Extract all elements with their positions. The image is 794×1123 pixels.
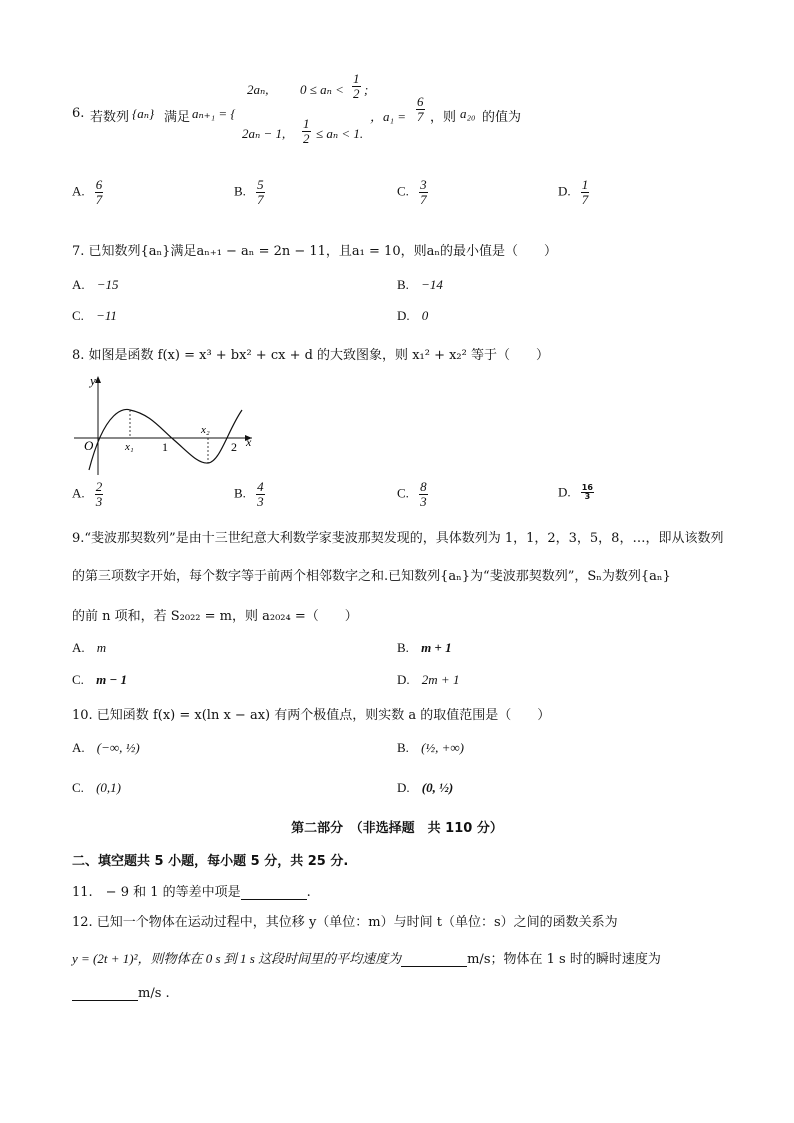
option-label: A. xyxy=(72,183,85,199)
q8-stem: 8. 如图是函数 f(x) = x³ + bx² + cx + d 的大致图象，则 x₁² + x₂² 等于（ ） xyxy=(72,348,549,363)
q11-answer-blank[interactable] xyxy=(241,885,307,900)
option-text: (0, ½) xyxy=(421,780,454,795)
fill-in-section-heading: 二、填空题共 5 小题，每小题 5 分，共 25 分. xyxy=(72,854,349,869)
q6-lhs: aₙ₊₁ = { xyxy=(192,106,236,121)
frac-den: 7 xyxy=(581,191,589,207)
q6-option-b[interactable] xyxy=(234,178,265,206)
q9-option-b[interactable] xyxy=(397,640,452,656)
q8-option-b[interactable] xyxy=(234,480,265,508)
option-label: C. xyxy=(397,183,409,199)
option-label: A. xyxy=(72,740,85,755)
option-label: D. xyxy=(397,672,410,687)
q6-init-prefix: ，a₁ = xyxy=(370,109,407,124)
q10-option-c[interactable] xyxy=(72,780,121,796)
y-axis-arrow xyxy=(95,376,101,383)
q6-option-c[interactable] xyxy=(397,178,428,206)
option-label: D. xyxy=(397,308,410,323)
option-text: (−∞, ½) xyxy=(96,740,140,755)
q9-option-a[interactable] xyxy=(72,640,106,656)
q9-option-c[interactable] xyxy=(72,672,127,688)
frac-num: 5 xyxy=(257,177,264,192)
q6-intro: 若数列 xyxy=(90,110,130,125)
option-frac xyxy=(581,484,594,502)
option-frac xyxy=(419,178,428,206)
q10-stem: 10. 已知函数 f(x) = x(ln x − ax) 有两个极值点，则实数 a 的取值范围是（ ） xyxy=(72,708,551,723)
q7-option-d[interactable] xyxy=(397,308,428,324)
q7-stem: 7. 已知数列{aₙ}满足aₙ₊₁ − aₙ = 2n − 11，且a₁ = 10，则aₙ的最小值是（ ） xyxy=(72,244,557,259)
x2-label: x₂ xyxy=(201,424,210,436)
option-text: m − 1 xyxy=(96,672,128,687)
option-text: −11 xyxy=(96,308,117,323)
q6-target: a₂₀ xyxy=(460,106,476,121)
frac-num: 2 xyxy=(95,479,103,494)
q6-case1-tail: ; xyxy=(364,82,369,97)
q6-tail2: 的值为 xyxy=(482,110,522,125)
q6-init-num: 6 xyxy=(417,94,424,109)
option-label: A. xyxy=(72,485,85,501)
q10-option-d[interactable] xyxy=(397,780,453,796)
q6-option-a[interactable] xyxy=(72,178,103,206)
frac-num: 1 xyxy=(581,177,589,192)
option-label: A. xyxy=(72,640,85,655)
option-label: B. xyxy=(234,183,246,199)
option-label: A. xyxy=(72,277,85,292)
q9-option-d[interactable] xyxy=(397,672,459,688)
q8-option-a[interactable] xyxy=(72,480,103,508)
q6-number: 6. xyxy=(72,106,85,121)
option-frac xyxy=(256,480,265,508)
q12-line3-post: m/s . xyxy=(138,986,170,1001)
q6-case1-frac-den: 2 xyxy=(353,85,360,101)
q7-option-b[interactable] xyxy=(397,277,443,293)
frac-den: 7 xyxy=(95,191,103,207)
q10-option-b[interactable] xyxy=(397,740,464,756)
option-label: D. xyxy=(397,780,410,795)
option-text: −14 xyxy=(421,277,443,292)
option-text: m + 1 xyxy=(421,640,452,655)
q6-case2-frac xyxy=(302,117,311,145)
frac-den: 7 xyxy=(420,191,427,207)
x-axis-label: x xyxy=(246,435,252,449)
q6-option-d[interactable] xyxy=(558,178,589,206)
q7-option-c[interactable] xyxy=(72,308,117,324)
y-axis-label: y xyxy=(90,373,96,388)
option-label: D. xyxy=(558,484,571,500)
frac-num: 6 xyxy=(95,177,103,192)
q6-case2-frac-den: 2 xyxy=(303,130,310,146)
q7-option-a[interactable] xyxy=(72,277,119,293)
frac-num: 8 xyxy=(420,479,427,494)
tick-2-label: 2 xyxy=(231,440,237,454)
option-label: C. xyxy=(397,485,409,501)
part2-title: 第二部分 （非选择题 共 110 分） xyxy=(291,821,503,836)
q9-line2: 的第三项数字开始，每个数字等于前两个相邻数字之和.已知数列{aₙ}为“斐波那契数列”，Sₙ为数列{aₙ} xyxy=(72,569,671,584)
q6-case1-frac-num: 1 xyxy=(353,71,360,86)
frac-num: 4 xyxy=(257,479,264,494)
frac-den: 3 xyxy=(95,493,103,509)
q12-line2 xyxy=(72,948,661,967)
option-text: (0,1) xyxy=(96,780,121,795)
option-label: C. xyxy=(72,780,84,795)
option-frac xyxy=(256,178,265,206)
q6-case1-cond: 0 ≤ aₙ < xyxy=(300,82,344,97)
option-text: m xyxy=(96,640,107,655)
q12-line3 xyxy=(72,986,170,1001)
q12-line2-mid: m/s；物体在 1 s 时的瞬时速度为 xyxy=(467,952,661,967)
option-frac xyxy=(419,480,428,508)
frac-den: 3 xyxy=(257,493,264,509)
option-label: C. xyxy=(72,308,84,323)
option-label: B. xyxy=(234,485,246,501)
q11-post: . xyxy=(306,885,311,900)
q6-case2-cond: ≤ aₙ < 1. xyxy=(316,126,364,141)
q6-seq: {aₙ} xyxy=(132,106,155,121)
q9-line3: 的前 n 项和，若 S₂₀₂₂ = m，则 a₂₀₂₄ =（ ） xyxy=(72,609,358,624)
q12-line2-pre: y = (2t + 1)²，则物体在 0 s 到 1 s 这段时间里的平均速度为 xyxy=(72,951,402,966)
q12-instant-velocity-blank[interactable] xyxy=(72,986,138,1001)
q9-line1: 9.“斐波那契数列”是由十三世纪意大利数学家斐波那契发现的，具体数列为 1，1，2，3，5，8，…，即从该数列 xyxy=(72,531,724,546)
q6-case1-expr: 2aₙ, xyxy=(247,82,269,97)
question-11 xyxy=(72,881,311,900)
frac-den: 3 xyxy=(584,492,591,502)
option-label: B. xyxy=(397,740,409,755)
q6-init-den: 7 xyxy=(417,108,424,124)
option-label: D. xyxy=(558,183,571,199)
option-label: B. xyxy=(397,277,409,292)
q11-text: 11. − 9 和 1 的等差中项是 xyxy=(72,885,241,900)
option-frac xyxy=(95,480,104,508)
option-text: (½, +∞) xyxy=(421,740,465,755)
q12-line1: 12. 已知一个物体在运动过程中，其位移 y（单位：m）与时间 t（单位：s）之间的函数关系为 xyxy=(72,915,618,930)
q6-case1-frac xyxy=(352,72,361,100)
option-text: −15 xyxy=(96,277,119,292)
option-label: B. xyxy=(397,640,409,655)
q6-init-frac xyxy=(416,95,425,123)
option-text: 0 xyxy=(421,308,429,323)
origin-label: O xyxy=(84,438,94,453)
frac-num: 16 xyxy=(581,483,593,492)
q6-case2-expr: 2aₙ − 1, xyxy=(242,126,286,141)
q8-option-c[interactable] xyxy=(397,480,428,508)
frac-den: 3 xyxy=(420,493,427,509)
q6-case2-frac-num: 1 xyxy=(303,116,310,131)
cubic-function-graph xyxy=(70,370,260,480)
option-frac xyxy=(95,178,104,206)
option-frac xyxy=(581,178,590,206)
frac-den: 7 xyxy=(257,191,264,207)
q10-option-a[interactable] xyxy=(72,740,140,756)
tick-1-label: 1 xyxy=(162,440,168,454)
q6-tail: ，则 xyxy=(430,110,457,125)
q8-option-d[interactable] xyxy=(558,484,594,502)
option-text: 2m + 1 xyxy=(421,672,460,687)
x1-label: x₁ xyxy=(125,441,134,453)
frac-num: 3 xyxy=(420,177,427,192)
q6-satisfies: 满足 xyxy=(164,110,191,125)
option-label: C. xyxy=(72,672,84,687)
q12-avg-velocity-blank[interactable] xyxy=(401,952,467,967)
